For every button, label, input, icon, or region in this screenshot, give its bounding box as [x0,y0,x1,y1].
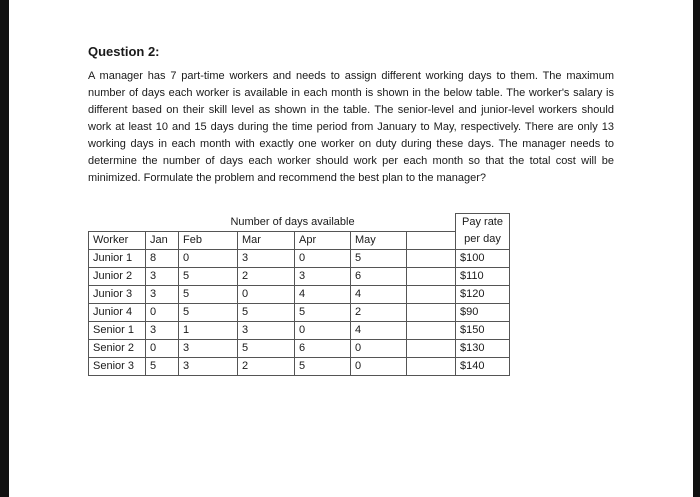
pay-header-line2: per day [456,231,510,249]
blank-header-cell [89,214,146,232]
gap-cell [407,357,456,375]
table-row [89,339,510,357]
blank-header-cell [146,214,179,232]
mar-cell: 5 [238,339,295,357]
jan-cell: 3 [146,285,179,303]
mar-cell: 0 [238,285,295,303]
col-header-worker: Worker [89,231,146,249]
may-cell: 0 [351,339,407,357]
table-row [89,321,510,339]
worker-cell: Junior 2 [89,267,146,285]
table-row [89,357,510,375]
feb-cell: 1 [179,321,238,339]
may-cell: 4 [351,285,407,303]
apr-cell: 5 [295,303,351,321]
pay-cell: $100 [456,249,510,267]
pay-cell: $120 [456,285,510,303]
col-header-mar: Mar [238,231,295,249]
table-row [89,285,510,303]
apr-cell: 0 [295,321,351,339]
gap-cell [407,285,456,303]
gap-cell [407,303,456,321]
blank-header-cell [407,214,456,232]
may-cell: 6 [351,267,407,285]
apr-cell: 0 [295,249,351,267]
feb-cell: 5 [179,303,238,321]
feb-cell: 3 [179,339,238,357]
question-block [88,44,614,187]
col-header-may: May [351,231,407,249]
worker-cell: Junior 1 [89,249,146,267]
pay-cell: $130 [456,339,510,357]
feb-cell: 3 [179,357,238,375]
mar-cell: 3 [238,321,295,339]
jan-cell: 3 [146,321,179,339]
pay-cell: $90 [456,303,510,321]
apr-cell: 3 [295,267,351,285]
availability-table [88,213,510,376]
question-title: Question 2: [88,44,160,59]
worker-cell: Senior 3 [89,357,146,375]
question-body: A manager has 7 part-time workers and needs to assign different working days to them. The maximum number of days each worker is available in each month is shown in the below table. The worker's salary is different based on their skill level as shown in the table. The senior-level and junior-level workers should work at least 10 and 15 days during the time period from January to May, respectively. There are only 13 working days in each month with exactly one worker on duty during these days. The manager needs to determine the number of days each worker should work per each month so that the total cost will be minimized. Formulate the problem and recommend the best plan to the manager? [88,70,614,184]
worker-cell: Junior 3 [89,285,146,303]
table-row [89,249,510,267]
table-header-row-2 [89,231,510,249]
table-header-row-1 [89,214,510,232]
col-header-jan: Jan [146,231,179,249]
pay-header-line1: Pay rate [456,214,510,232]
worker-cell: Senior 2 [89,339,146,357]
left-dark-border [0,0,9,497]
feb-cell: 0 [179,249,238,267]
table-row [89,303,510,321]
mar-cell: 2 [238,357,295,375]
gap-cell [407,231,456,249]
apr-cell: 4 [295,285,351,303]
feb-cell: 5 [179,267,238,285]
worker-cell: Senior 1 [89,321,146,339]
jan-cell: 3 [146,267,179,285]
jan-cell: 5 [146,357,179,375]
col-header-feb: Feb [179,231,238,249]
jan-cell: 8 [146,249,179,267]
table-row [89,267,510,285]
group-header: Number of days available [230,215,355,228]
right-dark-border [693,0,700,497]
may-cell: 5 [351,249,407,267]
may-cell: 4 [351,321,407,339]
feb-cell: 5 [179,285,238,303]
pay-cell: $150 [456,321,510,339]
apr-cell: 5 [295,357,351,375]
may-cell: 2 [351,303,407,321]
worker-cell: Junior 4 [89,303,146,321]
may-cell: 0 [351,357,407,375]
apr-cell: 6 [295,339,351,357]
gap-cell [407,339,456,357]
mar-cell: 2 [238,267,295,285]
pay-cell: $110 [456,267,510,285]
jan-cell: 0 [146,303,179,321]
pay-cell: $140 [456,357,510,375]
gap-cell [407,321,456,339]
mar-cell: 5 [238,303,295,321]
col-header-apr: Apr [295,231,351,249]
gap-cell [407,249,456,267]
mar-cell: 3 [238,249,295,267]
gap-cell [407,267,456,285]
jan-cell: 0 [146,339,179,357]
